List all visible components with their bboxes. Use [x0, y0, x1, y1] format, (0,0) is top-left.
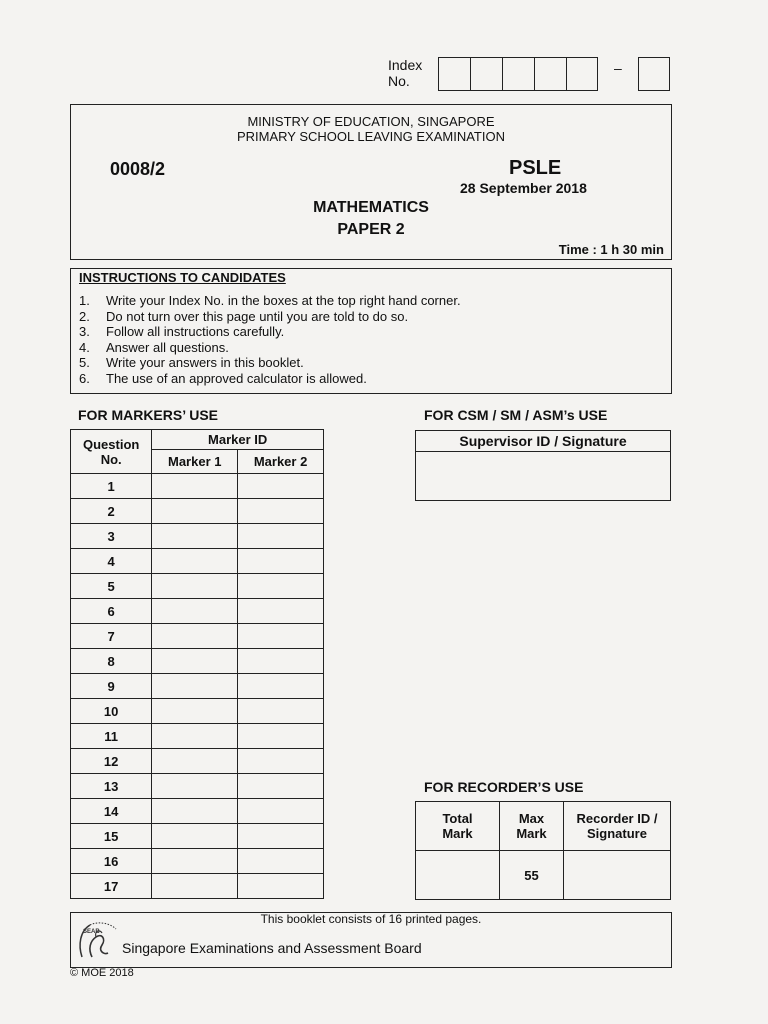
question-number: 5 [71, 574, 152, 599]
marker1-cell[interactable] [152, 524, 238, 549]
markers-section-title: FOR MARKERS’ USE [78, 407, 219, 423]
marker2-cell[interactable] [238, 874, 324, 899]
recorder-table [415, 801, 671, 900]
marker1-cell[interactable] [152, 549, 238, 574]
instruction-item: 3. Follow all instructions carefully. [79, 324, 285, 340]
exam-name: PRIMARY SCHOOL LEAVING EXAMINATION [236, 129, 505, 144]
marker1-cell[interactable] [152, 824, 238, 849]
marker-table-row [71, 549, 324, 574]
marker2-cell[interactable] [238, 674, 324, 699]
instruction-item: 4. Answer all questions. [79, 339, 229, 355]
marker1-cell[interactable] [152, 724, 238, 749]
page-count-note: This booklet consists of 16 printed pages. [260, 912, 482, 926]
question-number: 1 [71, 474, 152, 499]
subject-title [70, 197, 672, 241]
marker1-header: Marker 1 [152, 450, 238, 474]
marker1-cell[interactable] [152, 774, 238, 799]
marker1-cell[interactable] [152, 599, 238, 624]
question-number: 7 [71, 624, 152, 649]
seab-logo-icon [76, 917, 120, 963]
marker-table-row [71, 649, 324, 674]
marker2-cell[interactable] [238, 774, 324, 799]
instructions-title: INSTRUCTIONS TO CANDIDATES [79, 270, 286, 285]
question-number: 6 [71, 599, 152, 624]
exam-authority [70, 114, 672, 144]
marker1-cell[interactable] [152, 749, 238, 774]
question-number: 17 [71, 874, 152, 899]
marker-table-row [71, 574, 324, 599]
question-number: 11 [71, 724, 152, 749]
question-number: 14 [71, 799, 152, 824]
marker-table-row [71, 749, 324, 774]
exam-date: 28 September 2018 [460, 180, 587, 196]
marker1-cell[interactable] [152, 799, 238, 824]
paper-name: PAPER 2 [337, 221, 405, 238]
question-number: 8 [71, 649, 152, 674]
instruction-item: 1. Write your Index No. in the boxes at the top right hand corner. [79, 293, 461, 308]
markers-table [70, 429, 324, 899]
marker-table-row [71, 624, 324, 649]
marker1-cell[interactable] [152, 649, 238, 674]
supervisor-section-title: FOR CSM / SM / ASM’s USE [424, 407, 608, 423]
recorder-signature-cell[interactable] [564, 851, 671, 900]
marker1-cell[interactable] [152, 474, 238, 499]
marker1-cell[interactable] [152, 499, 238, 524]
marker1-cell[interactable] [152, 574, 238, 599]
question-number: 10 [71, 699, 152, 724]
marker-table-row [71, 824, 324, 849]
marker-table-row [71, 874, 324, 899]
marker-table-row [71, 724, 324, 749]
index-no-label [388, 57, 422, 89]
copyright: © MOE 2018 [70, 967, 134, 979]
marker-table-row [71, 674, 324, 699]
marker1-cell[interactable] [152, 874, 238, 899]
index-digit-box[interactable] [470, 57, 502, 91]
marker-table-row [71, 599, 324, 624]
total-mark-header: Total Mark [416, 802, 500, 851]
marker-table-row [71, 774, 324, 799]
marker2-cell[interactable] [238, 799, 324, 824]
paper-code: 0008/2 [110, 159, 166, 179]
marker2-cell[interactable] [238, 624, 324, 649]
marker-table-row [71, 849, 324, 874]
index-digit-box[interactable] [502, 57, 534, 91]
index-digit-box[interactable] [438, 57, 470, 91]
instruction-item: 2. Do not turn over this page until you are told to do so. [79, 308, 409, 324]
marker1-cell[interactable] [152, 699, 238, 724]
logo-text: SEAB [83, 929, 100, 935]
supervisor-table [415, 430, 671, 501]
supervisor-signature-cell[interactable] [416, 452, 670, 501]
marker1-cell[interactable] [152, 674, 238, 699]
index-digit-box[interactable] [566, 57, 598, 91]
ministry-name: MINISTRY OF EDUCATION, SINGAPORE [247, 114, 495, 129]
marker-table-row [71, 474, 324, 499]
marker1-cell[interactable] [152, 624, 238, 649]
marker-table-row [71, 699, 324, 724]
marker2-cell[interactable] [238, 649, 324, 674]
marker2-header: Marker 2 [238, 450, 324, 474]
index-label-line2: No. [388, 73, 410, 89]
question-number: 2 [71, 499, 152, 524]
index-digit-box[interactable] [534, 57, 566, 91]
max-mark-header: Max Mark [500, 802, 564, 851]
marker2-cell[interactable] [238, 574, 324, 599]
marker2-cell[interactable] [238, 724, 324, 749]
recorder-id-header: Recorder ID / Signature [564, 802, 671, 851]
supervisor-header: Supervisor ID / Signature [416, 431, 670, 452]
marker2-cell[interactable] [238, 499, 324, 524]
index-label-line1: Index [388, 57, 423, 73]
subject-name: MATHEMATICS [313, 199, 429, 216]
exam-duration: Time : 1 h 30 min [558, 242, 664, 257]
marker2-cell[interactable] [238, 524, 324, 549]
marker-table-row [71, 524, 324, 549]
question-no-header: Question No. [71, 430, 152, 474]
index-check-box[interactable] [638, 57, 670, 91]
marker2-cell[interactable] [238, 549, 324, 574]
question-number: 9 [71, 674, 152, 699]
question-number: 12 [71, 749, 152, 774]
total-mark-cell[interactable] [416, 851, 500, 900]
marker2-cell[interactable] [238, 474, 324, 499]
instruction-item: 5. Write your answers in this booklet. [79, 355, 304, 371]
marker1-cell[interactable] [152, 849, 238, 874]
index-no-boxes [438, 57, 598, 91]
marker-table-row [71, 799, 324, 824]
board-name: Singapore Examinations and Assessment Board [122, 940, 422, 956]
question-number: 16 [71, 849, 152, 874]
question-number: 4 [71, 549, 152, 574]
max-mark-value: 55 [500, 851, 564, 900]
marker2-cell[interactable] [238, 749, 324, 774]
index-dash: – [614, 60, 622, 76]
question-number: 13 [71, 774, 152, 799]
marker2-cell[interactable] [238, 824, 324, 849]
marker-table-row [71, 499, 324, 524]
marker2-cell[interactable] [238, 699, 324, 724]
question-number: 3 [71, 524, 152, 549]
marker-id-header: Marker ID [152, 430, 324, 450]
question-number: 15 [71, 824, 152, 849]
marker2-cell[interactable] [238, 849, 324, 874]
instruction-item: 6. The use of an approved calculator is allowed. [79, 370, 367, 386]
exam-short-name: PSLE [509, 157, 562, 179]
instructions-list [79, 293, 461, 387]
marker2-cell[interactable] [238, 599, 324, 624]
recorder-section-title: FOR RECORDER’S USE [424, 779, 584, 795]
